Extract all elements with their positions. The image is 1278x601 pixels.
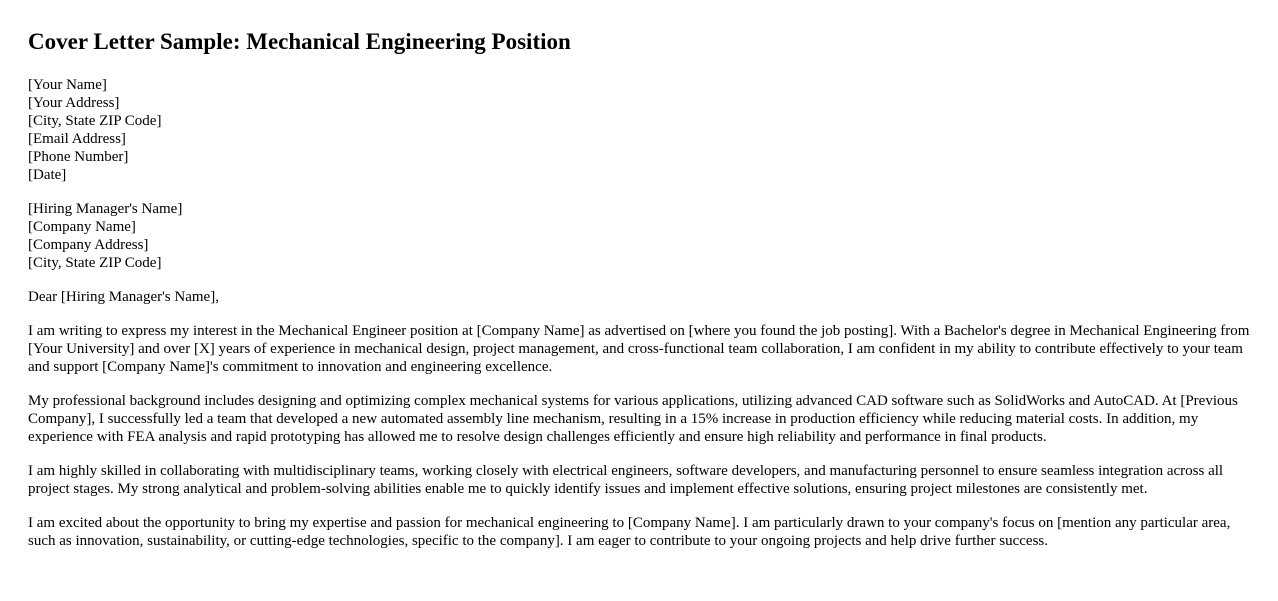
sender-address-block <box>28 76 1250 184</box>
sender-address: [Your Address] <box>28 95 120 111</box>
page-title: Cover Letter Sample: Mechanical Engineering Position <box>28 29 571 54</box>
body-paragraph-collaboration: I am highly skilled in collaborating with multidisciplinary teams, working closely with electrical engineers, software developers, and manufacturing personnel to ensure seamless integration across all project stages. My strong analytical and problem-solving abilities enable me to quickly identify issues and implement effective solutions, ensuring project milestones are consistently met. <box>28 463 1224 497</box>
salutation: Dear [Hiring Manager's Name], <box>28 289 219 305</box>
letter-date: [Date] <box>28 167 67 183</box>
sender-phone: [Phone Number] <box>28 149 129 165</box>
document-page <box>28 28 1250 550</box>
recipient-manager-name: [Hiring Manager's Name] <box>28 201 183 217</box>
recipient-address-block <box>28 200 1250 272</box>
sender-city-state-zip: [City, State ZIP Code] <box>28 113 162 129</box>
recipient-city-state-zip: [City, State ZIP Code] <box>28 255 162 271</box>
recipient-company-name: [Company Name] <box>28 219 136 235</box>
sender-name: [Your Name] <box>28 77 107 93</box>
body-paragraph-background: My professional background includes designing and optimizing complex mechanical systems for various applications, utilizing advanced CAD software such as SolidWorks and AutoCAD. At [Previous Company], I successfully led a team that developed a new automated assembly line mechanism, resulting in a 15% increase in production efficiency while reducing material costs. In addition, my experience with FEA analysis and rapid prototyping has allowed me to resolve design challenges efficiently and ensure high reliability and performance in final products. <box>28 393 1238 445</box>
recipient-company-address: [Company Address] <box>28 237 149 253</box>
sender-email: [Email Address] <box>28 131 126 147</box>
body-paragraph-closing: I am excited about the opportunity to bring my expertise and passion for mechanical engineering to [Company Name]. I am particularly drawn to your company's focus on [mention any particular area, such as innovation, sustainability, or cutting-edge technologies, specific to the company]. I am eager to contribute to your ongoing projects and help drive further success. <box>28 515 1231 549</box>
body-paragraph-intro: I am writing to express my interest in the Mechanical Engineer position at [Company Name] as advertised on [where you found the job posting]. With a Bachelor's degree in Mechanical Engineering from [Your University] and over [X] years of experience in mechanical design, project management, and cross-functional team collaboration, I am confident in my ability to contribute effectively to your team and support [Company Name]'s commitment to innovation and engineering excellence. <box>28 323 1250 375</box>
